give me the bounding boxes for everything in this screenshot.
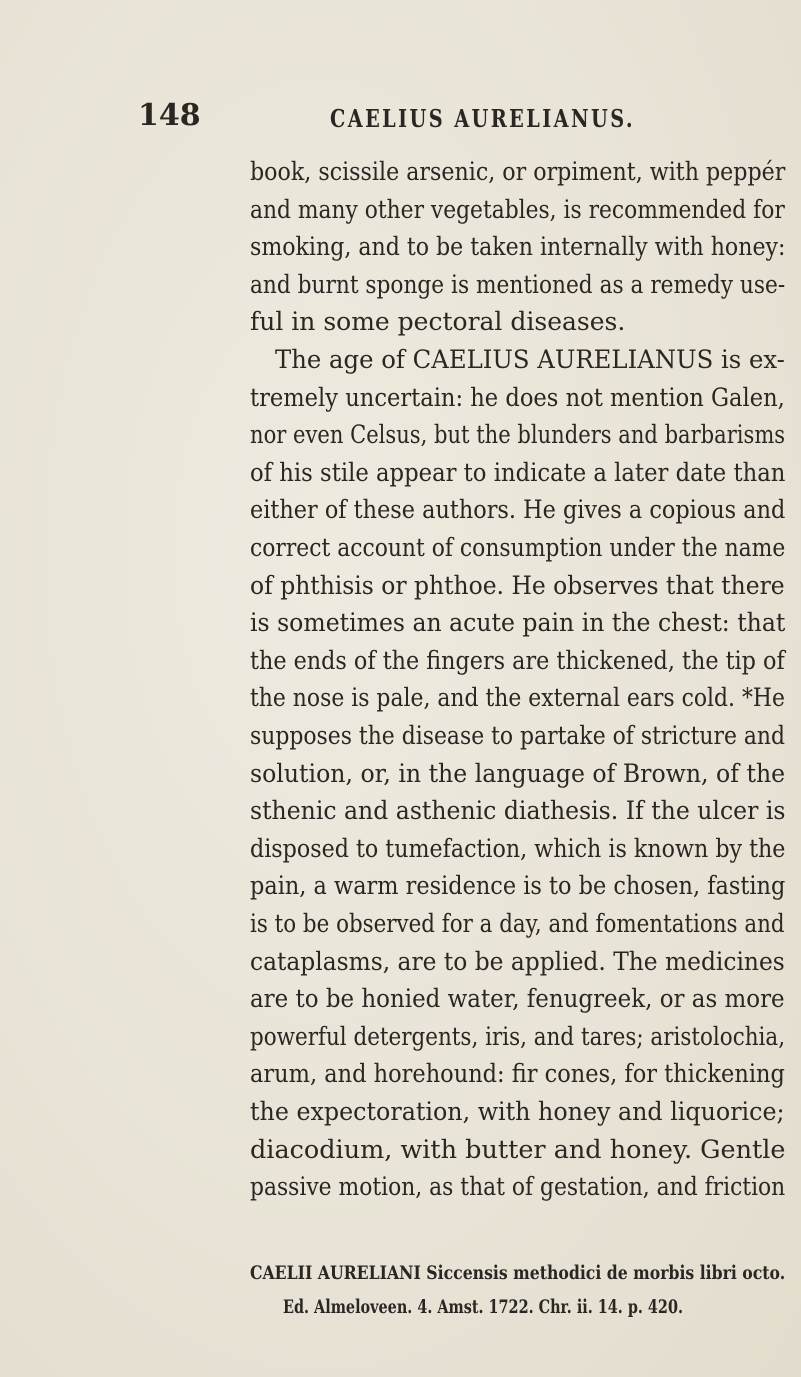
text-line: is sometimes an acute pain in the chest: that <box>250 608 786 638</box>
text-line: tremely uncertain: he does not mention Galen, <box>250 382 785 412</box>
text-line: correct account of consumption under the name <box>250 533 786 562</box>
text-line: pain, a warm residence is to be chosen, fasting <box>250 871 786 901</box>
text-line: of phthisis or phthoe. He observes that there <box>250 570 785 600</box>
text-line: solution, or, in the language of Brown, of the <box>250 758 786 788</box>
text-line: nor even Celsus, but the blunders and barbarisms <box>250 420 786 450</box>
footnote-line-1: CAELII AURELIANI Siccensis methodici de morbis libri octo. <box>250 1262 786 1284</box>
text-line: is to be observed for a day, and fomentations and <box>250 909 785 938</box>
text-line: either of these authors. He gives a copious and <box>250 495 786 525</box>
text-line: are to be honied water, fenugreek, or as more <box>250 984 785 1014</box>
text-line: the expectoration, with honey and liquorice; <box>250 1097 785 1126</box>
text-line: passive motion, as that of gestation, and friction <box>250 1172 786 1202</box>
page-number: 148 <box>138 98 201 133</box>
text-line: cataplasms, are to be applied. The medicines <box>250 946 785 976</box>
text-line: of his stile appear to indicate a later date than <box>250 457 786 487</box>
text-line: disposed to tumefaction, which is known by the <box>250 833 786 863</box>
text-line: book, scissile arsenic, or orpiment, with peppér <box>250 157 786 186</box>
text-line: diacodium, with butter and honey. Gentle <box>250 1134 786 1164</box>
footnote-line-2: Ed. Almeloveen. 4. Amst. 1722. Chr. ii. 14. p. 420. <box>283 1296 683 1318</box>
text-line: and burnt sponge is mentioned as a remedy use- <box>250 269 786 299</box>
text-line: and many other vegetables, is recommended for <box>250 194 785 224</box>
text-line: powerful detergents, iris, and tares; aristolochia, <box>250 1021 786 1051</box>
text-line: ful in some pectoral diseases. <box>250 307 626 337</box>
text-line: supposes the disease to partake of stricture and <box>250 721 786 750</box>
running-head: CAELIUS AURELIANUS. <box>330 104 635 133</box>
text-line: the ends of the fingers are thickened, the tip of <box>250 645 785 675</box>
text-line: the nose is pale, and the external ears cold. *He <box>250 683 785 713</box>
text-line: sthenic and asthenic diathesis. If the ulcer is <box>250 796 786 826</box>
text-line: The age of CAELIUS AURELIANUS is ex- <box>275 345 785 374</box>
text-line: arum, and horehound: fir cones, for thickening <box>250 1059 785 1089</box>
text-line: smoking, and to be taken internally with honey: <box>250 232 786 262</box>
